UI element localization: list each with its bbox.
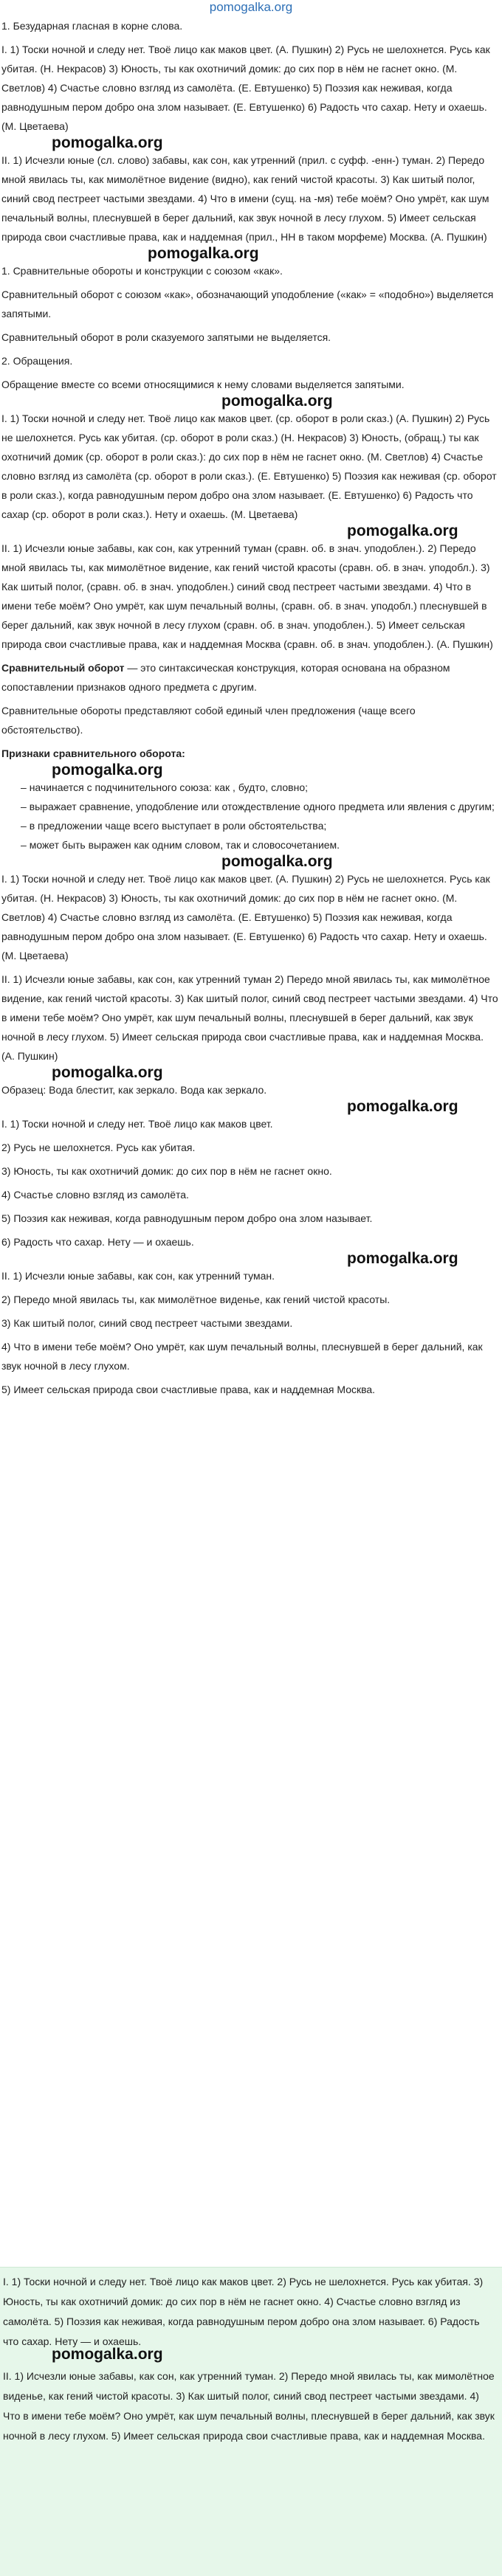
example-line: 5) Поэзия как неживая, когда равнодушным пером добро она злом называет. (1, 1212, 373, 1224)
example-line: II. 1) Исчезли юные забавы, как сон, как утренний туман. (1, 1270, 275, 1282)
watermark: pomogalka.org (148, 245, 259, 262)
watermark: pomogalka.org (347, 1250, 458, 1267)
task-text: I. 1) Тоски ночной и следу нет. Твоё лицо как маков цвет. (А. Пушкин) 2) Русь не шелохнется. Русь как убитая. (Н. Некрасов) 3) Юность, ты как охотничий домик: до сих пор в нём не гаснет окно. (М. Светлов) 4) Счастье словно взгляд из самолёта. (Е. Евтушенко) 5) Поэзия как неживая, когда равнодушным пером добро она злом называет. (Е. Евтушенко) 6) Радость что сахар. Нету и охаешь. (М. Цветаева) (1, 44, 490, 132)
example-line: 6) Радость что сахар. Нету — и охаешь. (1, 1236, 194, 1248)
task-answer: II. 1) Исчезли юные забавы, как сон, как утренний туман (сравн. об. в знач. уподоблен.). 2) Передо мной явилась ты, как мимолётное видение, как гений чистой красоты (сравн. об. в знач. уподобл.). 3) Как шитый полог, (сравн. об. в знач. уподоблен.) синий свод пестреет частыми звездами. 4) Что в имени тебе моём? Оно умрёт, как шум печальный волны, (сравн. об. в знач. уподобл.) плеснувшей в берег дальний, как звук ночной в лесу глухом (сравн. об. в знач. уподоблен.). 5) Имеет сельская природа свои счастливые права, как и наддемная Москва (сравн. об. в знач. уподоблен.). (А. Пушкин) (1, 542, 493, 650)
watermark: pomogalka.org (52, 2346, 163, 2363)
definition-term: Сравнительный оборот (1, 662, 125, 674)
site-logo[interactable]: pomogalka.org (209, 0, 293, 14)
list-item: – в предложении чаще всего выступает в роли обстоятельства; (21, 816, 502, 835)
rule-text: Сравнительный оборот в роли сказуемого запятыми не выделяется. (1, 331, 331, 343)
definition: Сравнительные обороты представляют собой единый член предложения (чаще всего обстоятельство). (1, 705, 416, 736)
sample: Образец: Вода блестит, как зеркало. Вода как зеркало. (1, 1084, 267, 1096)
example-line: 3) Юность, ты как охотничий домик: до сих пор в нём не гаснет окно. (1, 1165, 332, 1177)
article-body (0, 16, 502, 2267)
rule-text: Сравнительный оборот с союзом «как», обозначающий уподобление («как» = «подобно») выделяется запятыми. (1, 289, 494, 320)
watermark: pomogalka.org (52, 762, 163, 778)
rule-text: Обращение вместе со всеми относящимися к нему словами выделяется запятыми. (1, 379, 405, 390)
section-heading: 2. Обращения. (1, 355, 73, 367)
example-line: 2) Передо мной явилась ты, как мимолётное виденье, как гений чистой красоты. (1, 1294, 391, 1305)
list-item: – начинается с подчинительного союза: как , будто, словно; (21, 778, 502, 797)
watermark: pomogalka.org (347, 522, 458, 539)
task-text: II. 1) Исчезли юные (сл. слово) забавы, как сон, как утренний (прил. с суфф. -енн-) туман. 2) Передо мной явилась ты, как мимолётное видение (видно), как гений чистой красоты. 3) Как шитый полог, синий свод пестреет частыми звездами. 4) Что в имени (сущ. на -мя) тебе моём? Оно умрёт, как шум печальный волны, плеснувшей в берег дальний, как звук ночной в лесу глухом. 5) Имеет сельская природа свои счастливые права, как и наддемная (прил., НН в таком морфеме) Москва. (А. Пушкин) (1, 154, 489, 243)
answer-box (0, 2267, 502, 2576)
site-header (0, 0, 502, 16)
example-line: 5) Имеет сельская природа свои счастливые права, как и наддемная Москва. (1, 1384, 376, 1395)
watermark: pomogalka.org (221, 393, 333, 410)
answer-text: II. 1) Исчезли юные забавы, как сон, как утренний туман. 2) Передо мной явилась ты, как мимолётное виденье, как гений чистой красоты. 3) Как шитый полог, синий свод пестреет частыми звездами. 4) Что в имени тебе моём? Оно умрёт, как шум печальный волны, плеснувшей в берег дальний, как звук ночной в лесу глухом. 5) Имеет сельская природа свои счастливые права, как и наддемная Москва. (3, 2370, 495, 2442)
list-item: – может быть выражен как одним словом, так и словосочетанием. (21, 835, 502, 854)
watermark: pomogalka.org (52, 134, 163, 151)
task-bold: I. 1) Тоски ночной и следу нет. Твоё лицо как маков цвет. (А. Пушкин) 2) Русь не шелохнется. Русь как убитая. (Н. Некрасов) 3) Юность, ты как охотничий домик: до сих пор в нём не гаснет окно. (М. Светлов) 4) Счастье словно взгляд из самолёта. (Е. Евтушенко) 5) Поэзия как неживая, когда равнодушным пером добро она злом называет. (Е. Евтушенко) 6) Радость что сахар. Нету и охаешь. (М. Цветаева) (1, 873, 490, 961)
definition-text: — это синтаксическая конструкция, которая основана на образном сопоставлении признаков одного предмета с другим. (1, 662, 450, 693)
example-line: I. 1) Тоски ночной и следу нет. Твоё лицо как маков цвет. (1, 1118, 273, 1130)
example-line: 4) Что в имени тебе моём? Оно умрёт, как шум печальный волны, плеснувшей в берег дальний, как звук ночной в лесу глухом. (1, 1341, 483, 1372)
answer-text: I. 1) Тоски ночной и следу нет. Твоё лицо как маков цвет. 2) Русь не шелохнется. Русь как убитая. 3) Юность, ты как охотничий домик: до сих пор в нём не гаснет окно. 4) Счастье словно взгляд из самолёта. 5) Поэзия как неживая, когда равнодушным пером добро она злом называет. 6) Радость что сахар. Нету — и охаешь. (3, 2276, 484, 2347)
watermark: pomogalka.org (52, 1064, 163, 1081)
example-line: 4) Счастье словно взгляд из самолёта. (1, 1189, 189, 1201)
definition (0, 658, 502, 701)
example-line: 2) Русь не шелохнется. Русь как убитая. (1, 1142, 196, 1153)
example-line: 3) Как шитый полог, синий свод пестреет частыми звездами. (1, 1317, 293, 1329)
list-item: – выражает сравнение, уподобление или отождествление одного предмета или явления с другим; (21, 797, 502, 816)
watermark: pomogalka.org (221, 853, 333, 870)
section-heading: 1. Сравнительные обороты и конструкции с союзом «как». (1, 265, 283, 277)
signs-list (10, 778, 502, 854)
watermark: pomogalka.org (347, 1098, 458, 1115)
signs-title: Признаки сравнительного оборота: (1, 747, 185, 759)
task-bold: II. 1) Исчезли юные забавы, как сон, как утренний туман 2) Передо мной явилась ты, как мимолётное видение, как гений чистой красоты. 3) Как шитый полог, синий свод пестреет частыми звездами. 4) Что в имени тебе моём? Оно умрёт, как шум печальный волны, плеснувшей в берег дальний, как звук ночной в лесу глухом. 5) Имеет сельская природа свои счастливые права, как и наддемная Москва. (А. Пушкин) (1, 973, 498, 1062)
section-heading: 1. Безударная гласная в корне слова. (1, 20, 183, 32)
task-answer: I. 1) Тоски ночной и следу нет. Твоё лицо как маков цвет. (ср. оборот в роли сказ.) (А. Пушкин) 2) Русь не шелохнется. Русь как убитая. (ср. оборот в роли сказ.) (Н. Некрасов) 3) Юность, (обращ.) ты как охотничий домик (ср. оборот в роли сказ.): до сих пор в нём не гаснет окно. (М. Светлов) 4) Счастье словно взгляд из самолёта (ср. оборот в роли сказ.). (Е. Евтушенко) 5) Поэзия как неживая (ср. оборот в роли сказ.), когда равнодушным пером добро она злом называет. (Е. Евтушенко) 6) Радость что сахар (ср. оборот в роли сказ.). Нету и охаешь. (М. Цветаева) (1, 412, 497, 520)
